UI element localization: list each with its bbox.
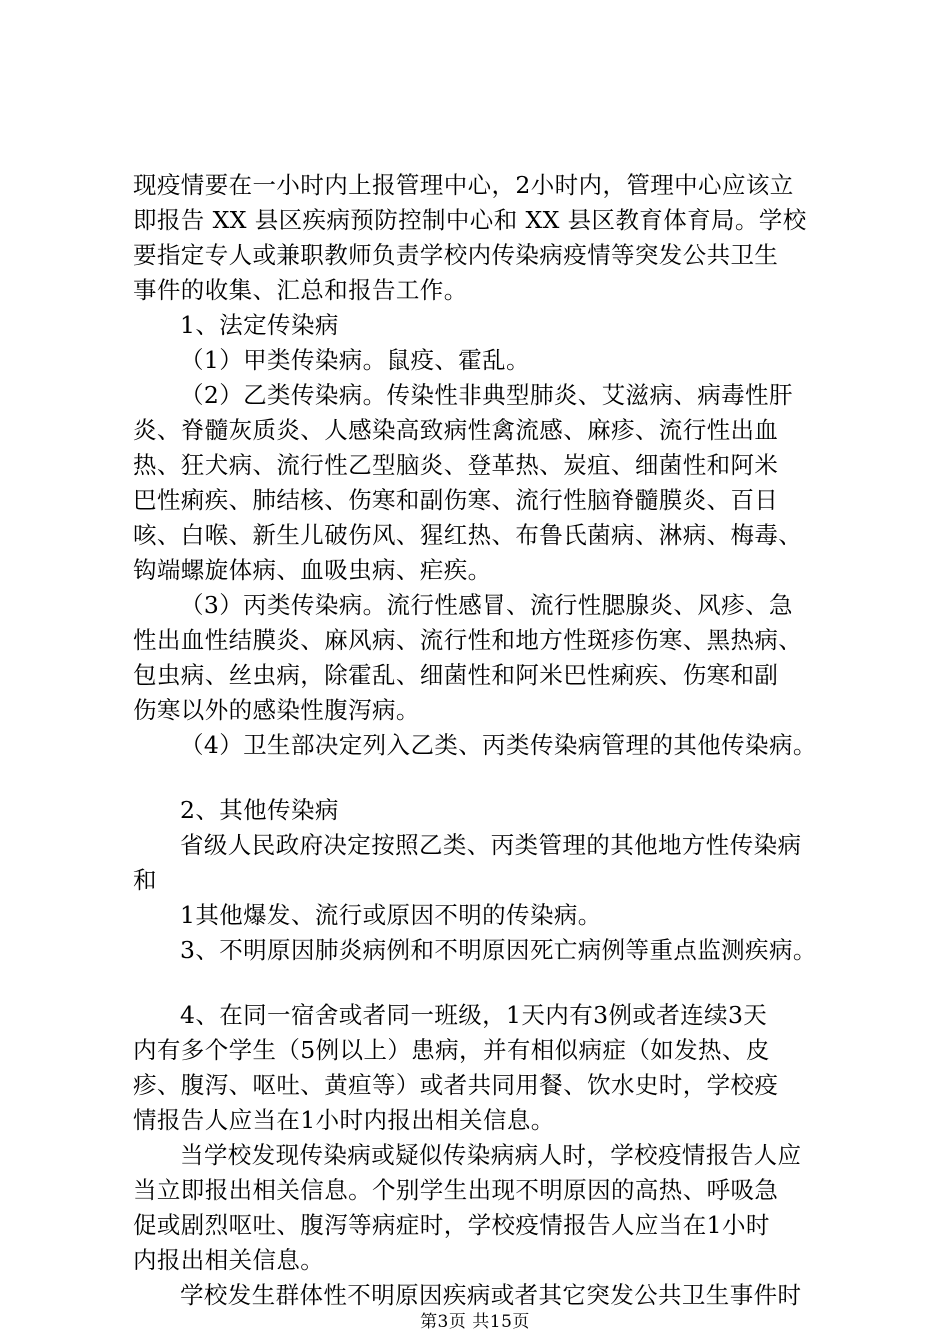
text-line: （3）丙类传染病。流行性感冒、流行性腮腺炎、风疹、急	[180, 591, 793, 619]
text-line: 省级人民政府决定按照乙类、丙类管理的其他地方性传染病	[180, 831, 802, 859]
text-line: 伤寒以外的感染性腹泻病。	[133, 696, 420, 724]
text-line: 内报出相关信息。	[133, 1246, 325, 1274]
section-heading: 1、法定传染病	[180, 311, 339, 339]
text-line: 巴性痢疾、肺结核、伤寒和副伤寒、流行性脑脊髓膜炎、百日	[133, 486, 779, 514]
text-line: 要指定专人或兼职教师负责学校内传染病疫情等突发公共卫生	[133, 241, 779, 269]
text-line: 炎、脊髓灰质炎、人感染高致病性禽流感、麻疹、流行性出血	[133, 416, 779, 444]
text-line: 钩端螺旋体病、血吸虫病、疟疾。	[133, 556, 492, 584]
section-heading: 4、在同一宿舍或者同一班级，1天内有3例或者连续3天	[180, 1001, 768, 1029]
section-heading: 2、其他传染病	[180, 796, 339, 824]
text-line: （4）卫生部决定列入乙类、丙类传染病管理的其他传染病。	[180, 731, 817, 759]
text-line: 当学校发现传染病或疑似传染病病人时，学校疫情报告人应	[180, 1141, 802, 1169]
text-line: 和	[133, 866, 157, 894]
text-line: （2）乙类传染病。传染性非典型肺炎、艾滋病、病毒性肝	[180, 381, 793, 409]
text-line: 事件的收集、汇总和报告工作。	[133, 276, 468, 304]
text-line: 情报告人应当在1小时内报出相关信息。	[133, 1106, 555, 1134]
text-line: 内有多个学生（5例以上）患病，并有相似病症（如发热、皮	[133, 1036, 770, 1064]
text-line: 促或剧烈呕吐、腹泻等病症时，学校疫情报告人应当在1小时	[133, 1211, 770, 1239]
text-line: 现疫情要在一小时内上报管理中心，2小时内，管理中心应该立	[133, 171, 794, 199]
text-line: 即报告 XX 县区疾病预防控制中心和 XX 县区教育体育局。学校	[133, 206, 807, 234]
text-line: 咳、白喉、新生儿破伤风、猩红热、布鲁氏菌病、淋病、梅毒、	[133, 521, 803, 549]
text-line: 疹、腹泻、呕吐、黄疸等）或者共同用餐、饮水史时，学校疫	[133, 1071, 779, 1099]
text-line: 学校发生群体性不明原因疾病或者其它突发公共卫生事件时	[180, 1281, 802, 1309]
text-line: 性出血性结膜炎、麻风病、流行性和地方性斑疹伤寒、黑热病、	[133, 626, 803, 654]
text-line: 热、狂犬病、流行性乙型脑炎、登革热、炭疽、细菌性和阿米	[133, 451, 779, 479]
text-line: （1）甲类传染病。鼠疫、霍乱。	[180, 346, 530, 374]
text-line: 当立即报出相关信息。个别学生出现不明原因的高热、呼吸急	[133, 1176, 779, 1204]
text-line: 包虫病、丝虫病，除霍乱、细菌性和阿米巴性痢疾、伤寒和副	[133, 661, 779, 689]
page-footer: 第3页 共15页	[420, 1312, 530, 1332]
text-line: 1其他爆发、流行或原因不明的传染病。	[180, 901, 602, 929]
section-heading: 3、不明原因肺炎病例和不明原因死亡病例等重点监测疾病。	[180, 936, 817, 964]
